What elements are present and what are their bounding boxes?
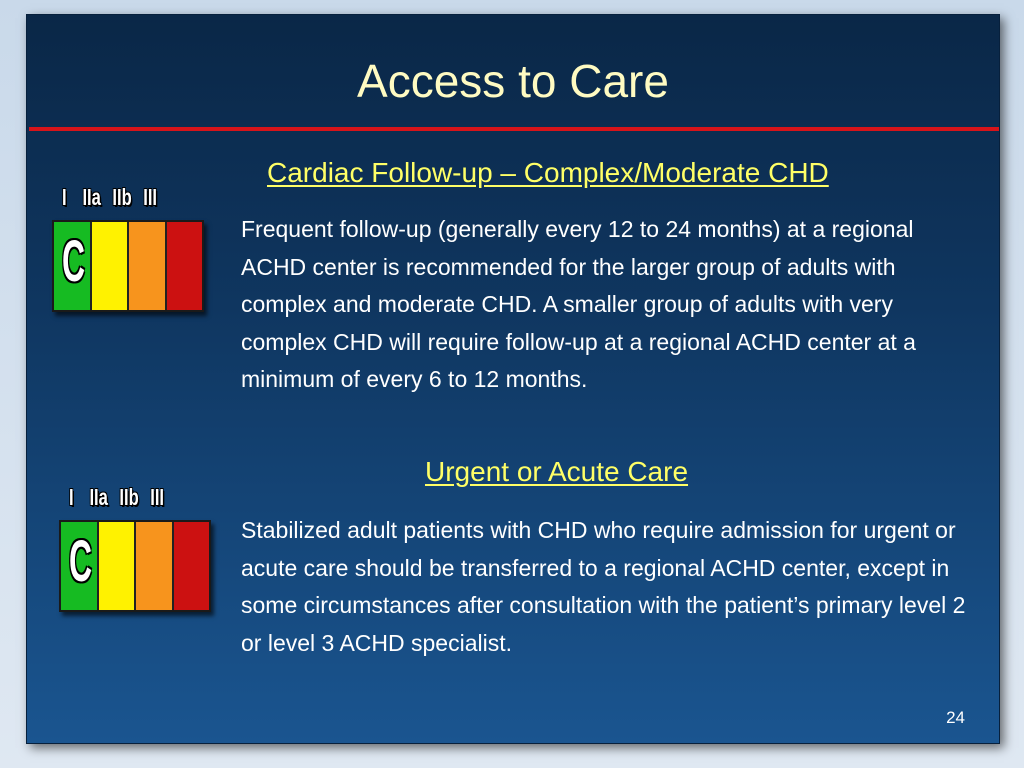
section-heading-urgent-care: Urgent or Acute Care bbox=[425, 456, 689, 487]
class-iia-cell bbox=[99, 522, 137, 610]
class-label-iii: III bbox=[150, 484, 165, 510]
slide-title: Access to Care bbox=[357, 55, 669, 107]
class-i-cell bbox=[54, 222, 92, 310]
class-iii-cell bbox=[167, 222, 203, 310]
class-label-iia: IIa bbox=[82, 184, 101, 210]
class-labels bbox=[69, 482, 164, 512]
class-labels bbox=[62, 182, 157, 212]
recommendation-badge-2 bbox=[59, 482, 219, 622]
class-scale bbox=[59, 520, 211, 612]
recommendation-badge-1 bbox=[52, 182, 212, 322]
section-body-urgent-care: Stabilized adult patients with CHD who require admission for urgent or acute care should be transferred to a regional ACHD center, except in some circumstances after consultation with the patient’s primary level 2 or level 3 ACHD specialist. bbox=[241, 517, 966, 656]
class-label-iib: IIb bbox=[119, 484, 139, 510]
class-label-iia: IIa bbox=[89, 484, 108, 510]
page-number: 24 bbox=[946, 708, 965, 727]
class-i-cell bbox=[61, 522, 99, 610]
class-iia-cell bbox=[92, 222, 130, 310]
title-divider bbox=[29, 127, 999, 131]
class-label-iii: III bbox=[143, 184, 158, 210]
class-iii-cell bbox=[174, 522, 210, 610]
level-of-evidence: C bbox=[68, 529, 93, 594]
class-label-iib: IIb bbox=[112, 184, 132, 210]
class-iib-cell bbox=[129, 222, 167, 310]
class-label-i: I bbox=[69, 484, 74, 510]
level-of-evidence: C bbox=[61, 229, 86, 294]
slide bbox=[26, 14, 1000, 744]
class-scale bbox=[52, 220, 204, 312]
section-heading-follow-up: Cardiac Follow-up – Complex/Moderate CHD bbox=[267, 157, 829, 188]
section-body-follow-up: Frequent follow-up (generally every 12 to 24 months) at a regional ACHD center is recommended for the larger group of adults with complex and moderate CHD. A smaller group of adults with very complex CHD will require follow-up at a regional ACHD center at a minimum of every 6 to 12 months. bbox=[241, 216, 916, 392]
class-iib-cell bbox=[136, 522, 174, 610]
class-label-i: I bbox=[62, 184, 67, 210]
